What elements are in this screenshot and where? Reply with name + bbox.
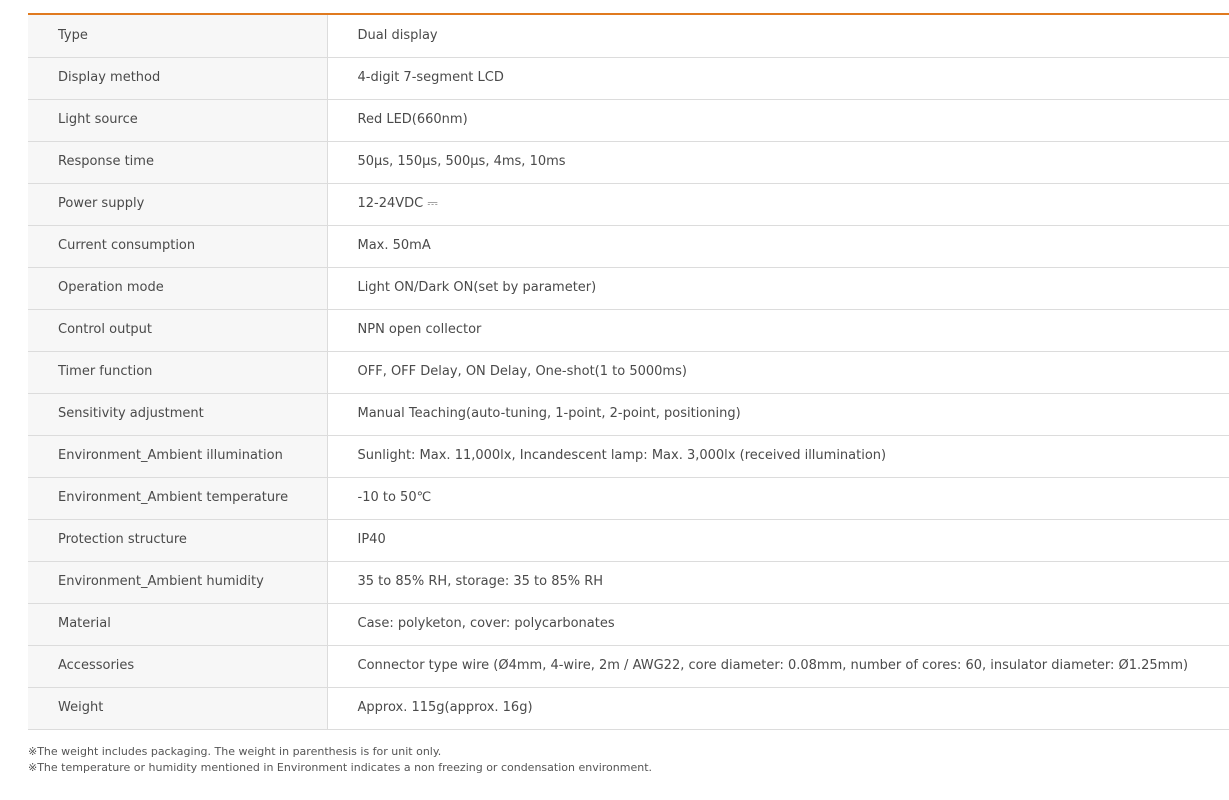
spec-value: OFF, OFF Delay, ON Delay, One-shot(1 to 5000ms)	[327, 351, 1229, 393]
table-row	[28, 183, 1229, 225]
spec-value: Sunlight: Max. 11,000lx, Incandescent lamp: Max. 3,000lx (received illumination)	[327, 435, 1229, 477]
spec-value: 4-digit 7-segment LCD	[327, 57, 1229, 99]
spec-label: Protection structure	[28, 519, 327, 561]
table-row	[28, 225, 1229, 267]
spec-label: Light source	[28, 99, 327, 141]
spec-value: 50μs, 150μs, 500μs, 4ms, 10ms	[327, 141, 1229, 183]
table-row	[28, 309, 1229, 351]
table-row	[28, 267, 1229, 309]
spec-value: NPN open collector	[327, 309, 1229, 351]
spec-label: Weight	[28, 687, 327, 729]
spec-value: Red LED(660nm)	[327, 99, 1229, 141]
spec-label: Current consumption	[28, 225, 327, 267]
table-row	[28, 141, 1229, 183]
table-row	[28, 561, 1229, 603]
spec-value: Max. 50mA	[327, 225, 1229, 267]
spec-value: IP40	[327, 519, 1229, 561]
table-row	[28, 519, 1229, 561]
table-row	[28, 645, 1229, 687]
table-row	[28, 15, 1229, 57]
spec-value: Light ON/Dark ON(set by parameter)	[327, 267, 1229, 309]
spec-value: Approx. 115g(approx. 16g)	[327, 687, 1229, 729]
spec-value: 12-24VDC ⎓	[327, 183, 1229, 225]
spec-value: Manual Teaching(auto-tuning, 1-point, 2-point, positioning)	[327, 393, 1229, 435]
table-row	[28, 435, 1229, 477]
table-row	[28, 99, 1229, 141]
spec-label: Type	[28, 15, 327, 57]
table-row	[28, 687, 1229, 729]
spec-label: Operation mode	[28, 267, 327, 309]
table-row	[28, 57, 1229, 99]
spec-label: Display method	[28, 57, 327, 99]
spec-label: Power supply	[28, 183, 327, 225]
spec-value: -10 to 50℃	[327, 477, 1229, 519]
spec-label: Response time	[28, 141, 327, 183]
table-row	[28, 351, 1229, 393]
table-row	[28, 393, 1229, 435]
spec-value: 35 to 85% RH, storage: 35 to 85% RH	[327, 561, 1229, 603]
spec-label: Material	[28, 603, 327, 645]
spec-label: Control output	[28, 309, 327, 351]
spec-label: Environment_Ambient illumination	[28, 435, 327, 477]
table-row	[28, 603, 1229, 645]
spec-value: Connector type wire (Ø4mm, 4-wire, 2m / AWG22, core diameter: 0.08mm, number of cores: 60, insulator diameter: Ø1.25mm)	[327, 645, 1229, 687]
table-row	[28, 477, 1229, 519]
spec-value: Dual display	[327, 15, 1229, 57]
spec-label: Environment_Ambient temperature	[28, 477, 327, 519]
spec-label: Accessories	[28, 645, 327, 687]
spec-label: Timer function	[28, 351, 327, 393]
spec-table-body	[28, 15, 1229, 729]
footnote-environment: ※The temperature or humidity mentioned in Environment indicates a non freezing or condensation environment.	[28, 760, 653, 774]
spec-table-section	[28, 13, 1229, 730]
spec-table	[28, 15, 1229, 730]
footnotes	[28, 744, 652, 775]
spec-value: Case: polyketon, cover: polycarbonates	[327, 603, 1229, 645]
spec-label: Sensitivity adjustment	[28, 393, 327, 435]
spec-label: Environment_Ambient humidity	[28, 561, 327, 603]
footnote-weight: ※The weight includes packaging. The weight in parenthesis is for unit only.	[28, 745, 442, 758]
